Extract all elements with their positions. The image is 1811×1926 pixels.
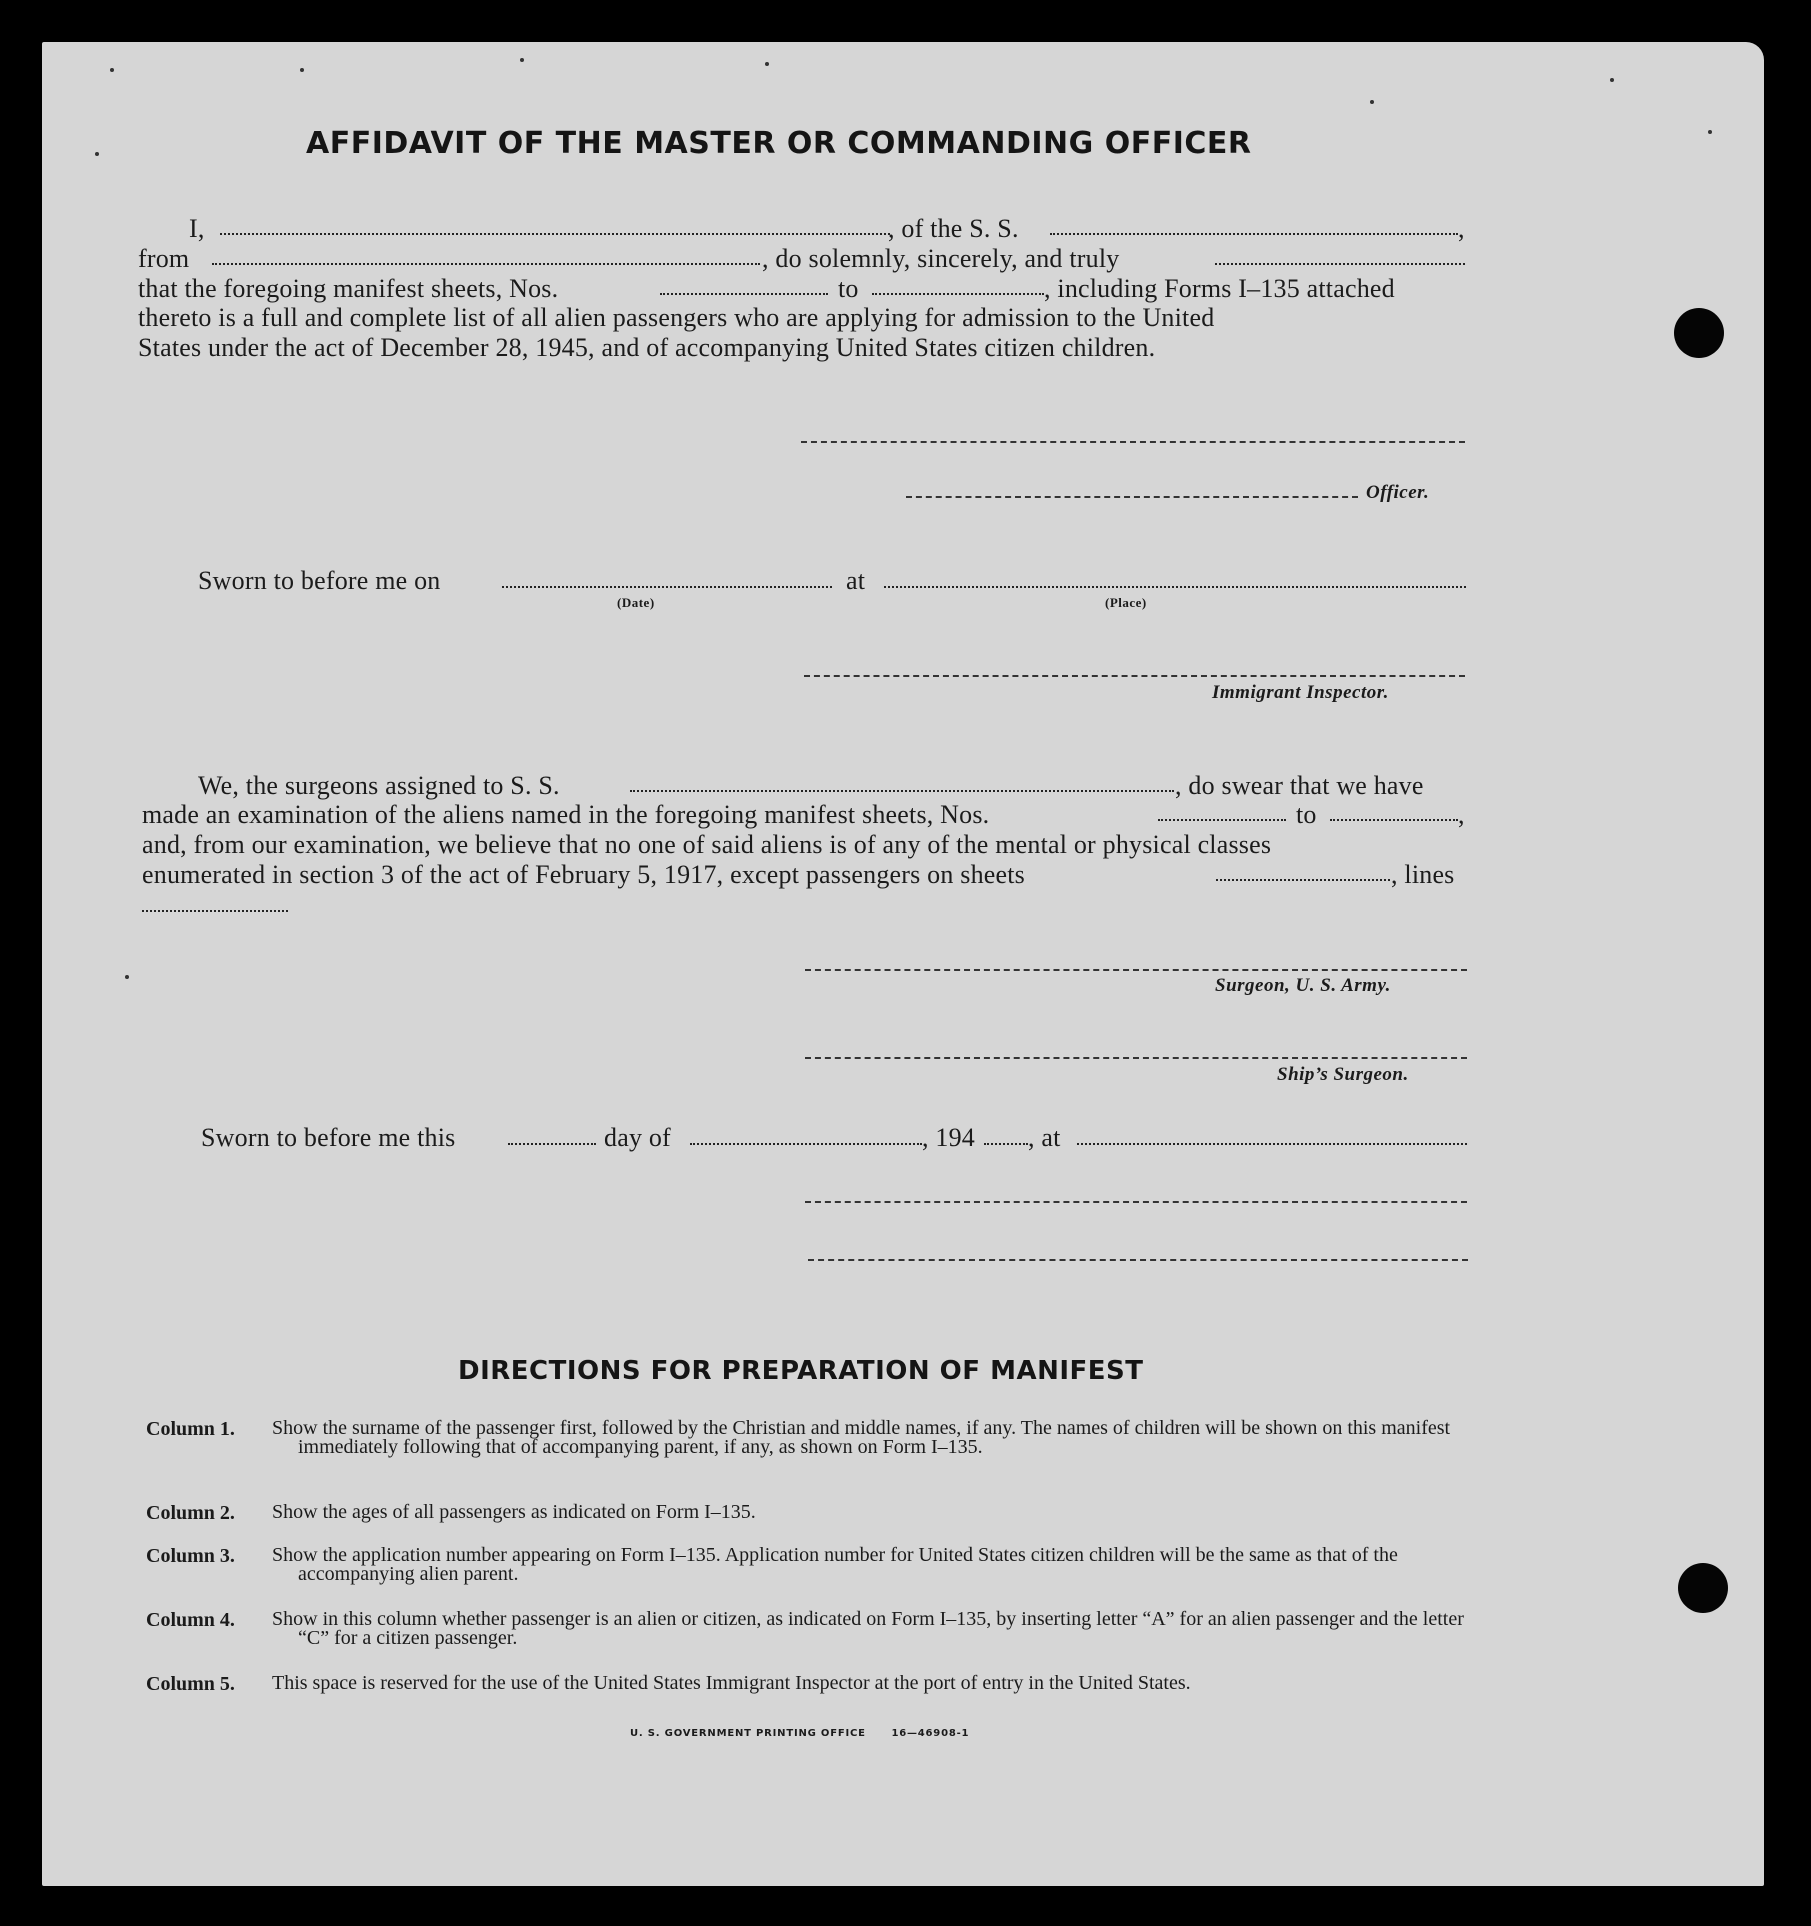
surgeons-line2-comma: ,	[1458, 800, 1465, 829]
sworn2-year-label: , 194	[922, 1123, 975, 1152]
surgeons-line4-lines: , lines	[1391, 860, 1455, 889]
affidavit-line4: thereto is a full and complete list of all alien passengers who are applying for admission to the United	[138, 303, 1215, 332]
inspector-signature-line[interactable]	[804, 675, 1465, 677]
excepted-sheets-field[interactable]	[1216, 879, 1390, 881]
army-surgeon-caption: Surgeon, U. S. Army.	[1215, 975, 1391, 996]
excepted-lines-field[interactable]	[142, 910, 288, 912]
surgeons-sheet-from-field[interactable]	[1158, 819, 1286, 821]
officer-signature-line-2[interactable]	[906, 496, 1358, 498]
surgeons-sheet-to-field[interactable]	[1330, 819, 1458, 821]
direction-label-1: Column 1.	[146, 1418, 235, 1440]
surgeons-ship-field[interactable]	[630, 790, 1174, 792]
direction-text-2: Show the ages of all passengers as indicated on Form I–135.	[272, 1501, 756, 1523]
direction-text-5: This space is reserved for the use of the United States Immigrant Inspector at the port of entry in the United States.	[272, 1672, 1191, 1694]
speck	[1370, 100, 1374, 104]
surgeons-line1-swear: , do swear that we have	[1175, 771, 1424, 800]
affidavit-line3-to: to	[838, 274, 859, 303]
speck	[520, 58, 524, 62]
surgeons-line2-to: to	[1296, 800, 1317, 829]
surgeons-line3: and, from our examination, we believe that no one of said aliens is of any of the mental or physical classes	[142, 830, 1272, 859]
speck	[1610, 78, 1614, 82]
sworn-date-label: Sworn to before me on	[198, 566, 441, 595]
officer-caption: Officer.	[1366, 482, 1430, 503]
page-title: AFFIDAVIT OF THE MASTER OR COMMANDING OFFICER	[306, 126, 1252, 161]
directions-title: DIRECTIONS FOR PREPARATION OF MANIFEST	[458, 1356, 1144, 1386]
ship-name-field[interactable]	[1050, 233, 1458, 235]
sworn-date-field[interactable]	[502, 586, 832, 588]
direction-text-1: Show the surname of the passenger first, followed by the Christian and middle names, if any. The names of children will be shown on this manifest immediately following that of accompanying parent, if any, as shown on Form I–135.	[272, 1417, 1451, 1458]
sworn2-month-field[interactable]	[690, 1143, 922, 1145]
place-caption: (Place)	[1105, 595, 1147, 610]
direction-text-4: Show in this column whether passenger is an alien or citizen, as indicated on Form I–135, by inserting letter “A” for an alien passenger and the letter “C” for a citizen passenger.	[272, 1608, 1464, 1649]
punch-hole-bottom	[1678, 1563, 1728, 1613]
affidavit-line3-sheets: that the foregoing manifest sheets, Nos.	[138, 274, 559, 303]
sworn2-label: Sworn to before me this	[201, 1123, 456, 1152]
sheet-from-field[interactable]	[660, 293, 828, 295]
affidavit-line5: States under the act of December 28, 1945, and of accompanying United States citizen children.	[138, 333, 1156, 362]
punch-hole-top	[1674, 308, 1724, 358]
surgeons-line2-label: made an examination of the aliens named in the foregoing manifest sheets, Nos.	[142, 800, 990, 829]
sworn2-at-label: , at	[1028, 1123, 1061, 1152]
sworn-place-field[interactable]	[884, 586, 1466, 588]
sworn2-place-field[interactable]	[1077, 1143, 1467, 1145]
speck	[1708, 130, 1712, 134]
affidavit-line1-ship: , of the S. S.	[888, 214, 1019, 243]
sworn2-year-field[interactable]	[984, 1143, 1028, 1145]
direction-label-4: Column 4.	[146, 1609, 235, 1631]
sworn2-day-field[interactable]	[508, 1143, 596, 1145]
speck	[765, 62, 769, 66]
sworn2-signature-line-2[interactable]	[808, 1259, 1468, 1261]
army-surgeon-signature-line[interactable]	[805, 969, 1467, 971]
officer-name-field[interactable]	[220, 233, 890, 235]
affidavit-line1-label: I,	[189, 214, 205, 243]
from-port-field[interactable]	[212, 263, 760, 265]
sworn2-signature-line-1[interactable]	[805, 1201, 1467, 1203]
speck	[95, 152, 99, 156]
oath-field[interactable]	[1215, 263, 1465, 265]
direction-label-5: Column 5.	[146, 1673, 235, 1695]
officer-signature-line-1[interactable]	[801, 441, 1465, 443]
affidavit-line3-forms: , including Forms I–135 attached	[1044, 274, 1395, 303]
direction-text-3: Show the application number appearing on Form I–135. Application number for United States citizen children will be the same as that of the accompanying alien parent.	[272, 1544, 1398, 1585]
printing-office-footer: U. S. GOVERNMENT PRINTING OFFICE 16—46908-1	[630, 1728, 970, 1739]
affidavit-line1-comma: ,	[1458, 214, 1465, 243]
speck	[300, 68, 304, 72]
sworn2-dayof-label: day of	[604, 1123, 671, 1152]
ship-surgeon-caption: Ship’s Surgeon.	[1277, 1064, 1409, 1085]
ship-surgeon-signature-line[interactable]	[805, 1057, 1467, 1059]
affidavit-line2-from: from	[138, 244, 190, 273]
speck	[110, 68, 114, 72]
date-caption: (Date)	[617, 595, 655, 610]
direction-label-3: Column 3.	[146, 1545, 235, 1567]
direction-label-2: Column 2.	[146, 1502, 235, 1524]
speck	[125, 975, 129, 979]
affidavit-line2-solemnly: , do solemnly, sincerely, and truly	[762, 244, 1120, 273]
sworn-at-label: at	[846, 566, 866, 595]
sheet-to-field[interactable]	[872, 293, 1044, 295]
surgeons-line1-label: We, the surgeons assigned to S. S.	[198, 771, 560, 800]
inspector-caption: Immigrant Inspector.	[1212, 682, 1389, 703]
surgeons-line4-label: enumerated in section 3 of the act of February 5, 1917, except passengers on sheets	[142, 860, 1025, 889]
